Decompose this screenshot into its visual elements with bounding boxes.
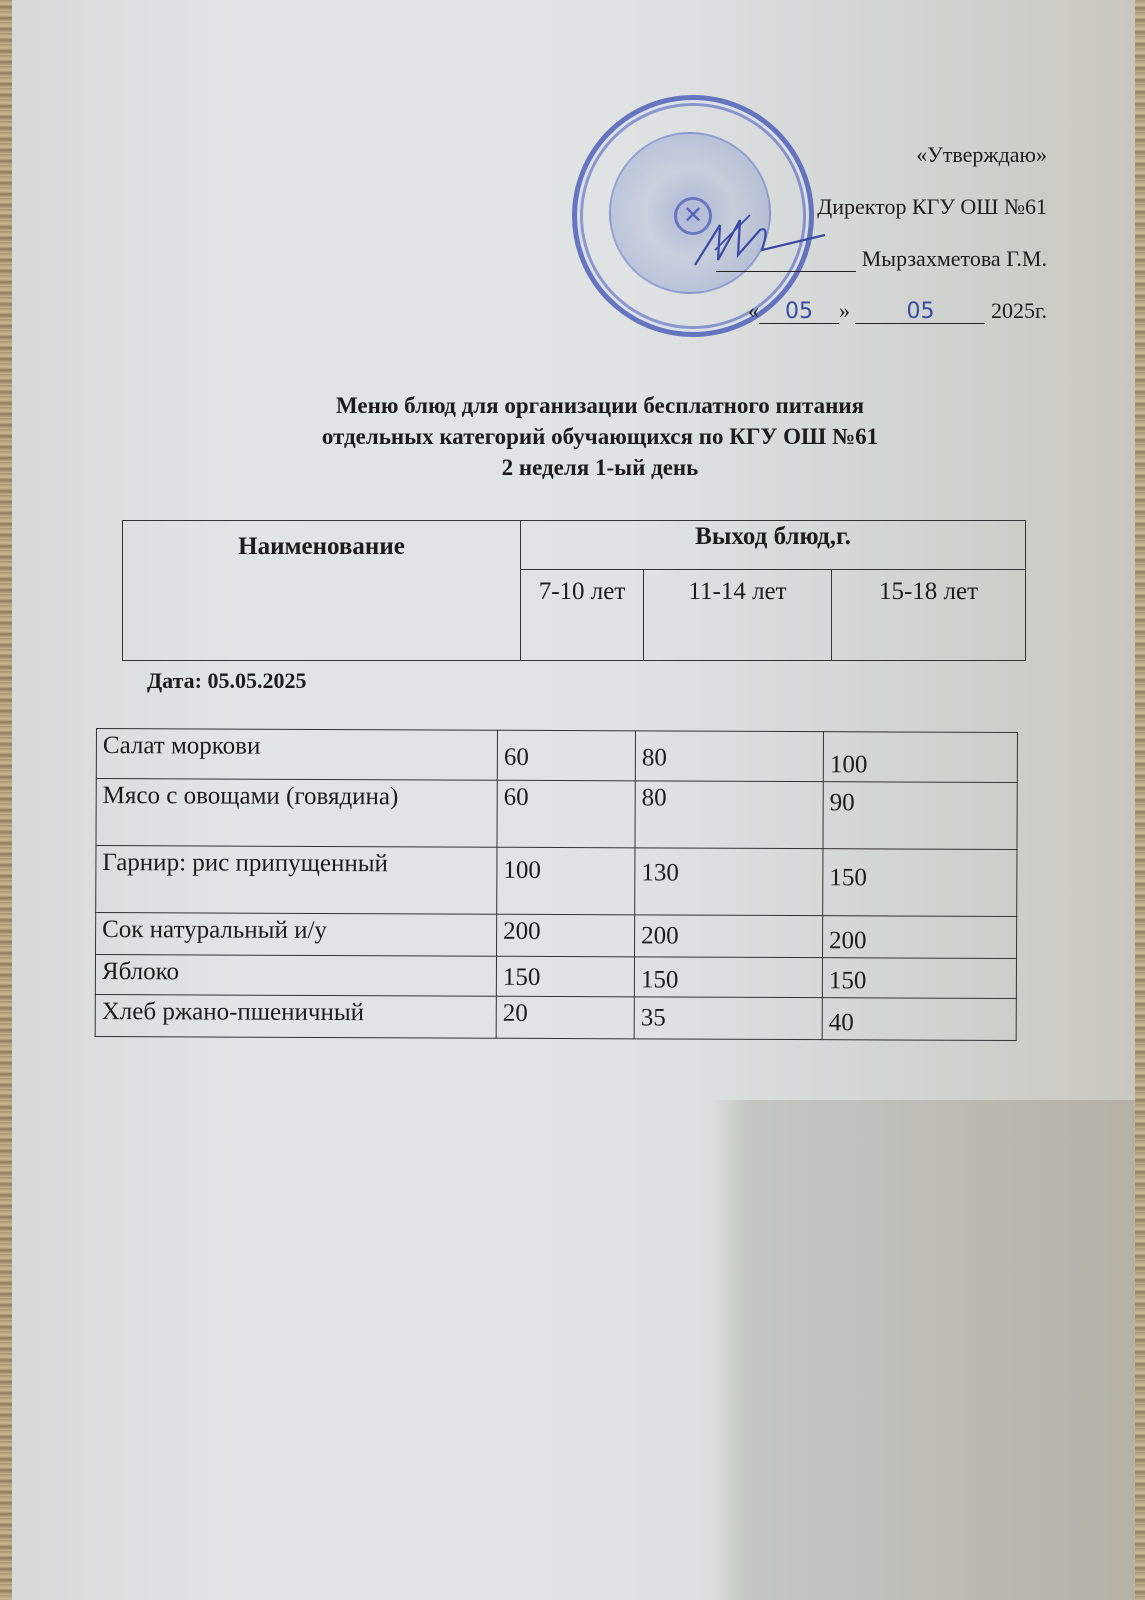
yield-15-18: 150 xyxy=(823,849,1017,917)
yield-7-10: 100 xyxy=(497,847,635,915)
yield-15-18: 100 xyxy=(823,732,1017,783)
title-line-2: отдельных категорий обучающихся по КГУ ОШ №61 xyxy=(321,424,879,449)
table-surface-left xyxy=(0,0,12,1600)
menu-date: Дата: 05.05.2025 xyxy=(147,668,307,693)
dish-name: Хлеб ржано-пшеничный xyxy=(95,994,496,1038)
menu-table xyxy=(95,728,1018,1041)
yield-11-14: 200 xyxy=(635,915,823,958)
menu-header-table xyxy=(122,520,1026,661)
date-year: 2025г. xyxy=(990,298,1047,323)
yield-11-14: 35 xyxy=(634,997,822,1040)
column-header-yield: Выход блюд,г. xyxy=(521,521,1026,570)
date-close-quote: » xyxy=(838,298,850,323)
column-header-age-15-18: 15-18 лет xyxy=(832,570,1026,661)
yield-15-18: 40 xyxy=(822,998,1016,1041)
title-line-1: Меню блюд для организации бесплатного питания xyxy=(335,393,865,418)
date-month: 05 xyxy=(855,301,985,324)
yield-7-10: 60 xyxy=(497,730,635,781)
table-row xyxy=(96,913,1017,959)
table-row xyxy=(96,729,1017,783)
approval-signatory-line xyxy=(716,244,1047,296)
seal-center-icon: ✕ xyxy=(674,197,712,235)
approval-block xyxy=(716,140,1047,348)
column-header-age-7-10: 7-10 лет xyxy=(521,570,644,661)
document-title xyxy=(150,390,1050,483)
approval-position: Директор КГУ ОШ №61 xyxy=(817,194,1047,219)
column-header-name: Наименование xyxy=(123,521,521,661)
yield-7-10: 200 xyxy=(497,914,635,957)
yield-11-14: 80 xyxy=(635,731,823,782)
yield-15-18: 90 xyxy=(823,782,1017,850)
table-row xyxy=(95,955,1016,999)
dish-name: Гарнир: рис припущенный xyxy=(96,846,497,915)
table-row xyxy=(95,994,1016,1040)
yield-7-10: 150 xyxy=(496,956,634,997)
yield-11-14: 150 xyxy=(634,957,822,998)
dish-name: Сок натуральный и/у xyxy=(96,913,497,957)
table-row xyxy=(96,779,1017,850)
signature-line xyxy=(716,249,856,272)
table-row xyxy=(96,846,1017,917)
signatory-name: Мырзахметова Г.М. xyxy=(861,246,1047,271)
dish-name: Салат моркови xyxy=(96,729,497,781)
table-surface-right xyxy=(1135,0,1145,1600)
column-header-age-11-14: 11-14 лет xyxy=(644,570,832,661)
dish-name: Яблоко xyxy=(95,955,496,997)
title-line-3: 2 неделя 1-ый день xyxy=(501,455,699,480)
yield-11-14: 80 xyxy=(635,781,823,849)
approval-date-line xyxy=(716,296,1047,348)
yield-15-18: 200 xyxy=(823,916,1017,959)
yield-15-18: 150 xyxy=(822,958,1016,999)
yield-11-14: 130 xyxy=(635,848,823,916)
yield-7-10: 20 xyxy=(496,996,634,1039)
date-open-quote: « xyxy=(747,298,759,323)
yield-7-10: 60 xyxy=(497,780,635,848)
date-day: 05 xyxy=(759,301,839,324)
dish-name: Мясо с овощами (говядина) xyxy=(96,779,497,848)
approval-heading: «Утверждаю» xyxy=(916,142,1047,167)
